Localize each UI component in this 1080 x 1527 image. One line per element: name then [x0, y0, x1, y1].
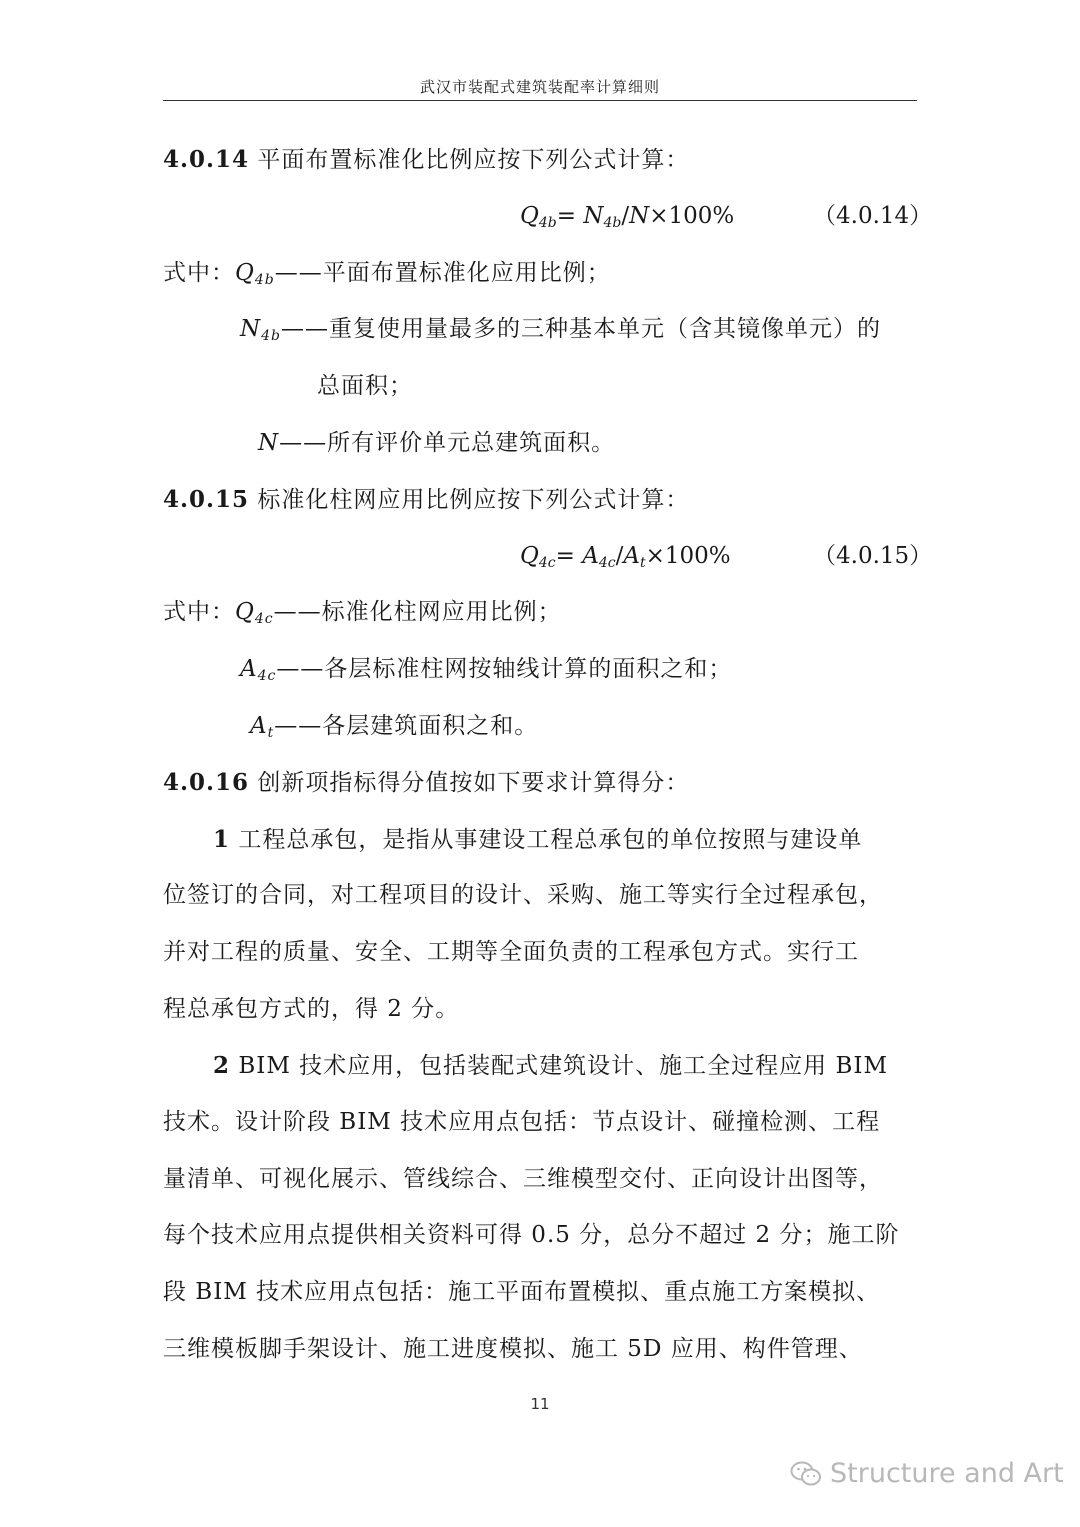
watermark: [790, 1458, 1064, 1489]
formula-number-4-0-15: （4.0.15）: [813, 543, 933, 569]
definition-line: $N_{4b}——$重复使用量最多的三种基本单元（含其镜像单元）的: [240, 316, 881, 344]
section-number: 4.0.15: [163, 486, 250, 513]
section-number: 4.0.16: [163, 769, 250, 796]
definition-line: 式中：$Q_{4c}——$标准化柱网应用比例；: [163, 599, 562, 627]
paragraph-line: 位签订的合同，对工程项目的设计、采购、施工等实行全过程承包，: [163, 882, 883, 908]
running-header: 武汉市装配式建筑装配率计算细则: [419, 78, 660, 96]
paragraph-line: 每个技术应用点提供相关资料可得 0.5 分，总分不超过 2 分；施工阶: [163, 1222, 900, 1248]
section-title: 创新项指标得分值按如下要求计算得分：: [249, 770, 690, 796]
page-number: 11: [530, 1395, 550, 1413]
section-title: 平面布置标准化比例应按下列公式计算：: [249, 147, 690, 173]
header-rule: [163, 100, 917, 101]
paragraph-line: 程总承包方式的，得 2 分。: [163, 996, 460, 1022]
section-title: 标准化柱网应用比例应按下列公式计算：: [249, 487, 690, 513]
paragraph-line: 量清单、可视化展示、管线综合、三维模型交付、正向设计出图等，: [163, 1166, 883, 1192]
paragraph-line: 并对工程的质量、安全、工期等全面负责的工程承包方式。实行工: [163, 939, 859, 965]
definition-line: $A_t——$各层建筑面积之和。: [250, 713, 539, 741]
section-4-0-14-heading: [163, 148, 689, 172]
formula-number-4-0-14: （4.0.14）: [813, 203, 933, 229]
paragraph-line: 三维模板脚手架设计、施工进度模拟、施工 5D 应用、构件管理、: [163, 1336, 863, 1362]
paragraph-line: 1 工程总承包，是指从事建设工程总承包的单位按照与建设单: [213, 826, 863, 853]
definition-line: $A_{4c}——$各层标准柱网按轴线计算的面积之和；: [240, 656, 733, 684]
section-number: 4.0.14: [163, 146, 250, 173]
section-4-0-15-heading: [163, 488, 689, 512]
paragraph-line: 段 BIM 技术应用点包括：施工平面布置模拟、重点施工方案模拟、: [163, 1279, 881, 1305]
formula-4-0-15: $Q_{4c}= A_{4c}/A_t\times 100\%$: [520, 543, 731, 571]
paragraph-line: 2 BIM 技术应用，包括装配式建筑设计、施工全过程应用 BIM: [213, 1052, 889, 1079]
wechat-icon: [790, 1460, 822, 1488]
definition-line: N——所有评价单元总建筑面积。: [258, 430, 616, 456]
section-4-0-16-heading: [163, 771, 689, 795]
paragraph-line: 技术。设计阶段 BIM 技术应用点包括：节点设计、碰撞检测、工程: [163, 1109, 881, 1135]
watermark-text: Structure and Art: [830, 1458, 1064, 1489]
definition-line: 式中：$Q_{4b}——$平面布置标准化应用比例；: [163, 260, 611, 288]
definition-continuation: 总面积；: [317, 373, 413, 399]
formula-4-0-14: $Q_{4b}= N_{4b}/N\times 100\%$: [520, 203, 735, 231]
